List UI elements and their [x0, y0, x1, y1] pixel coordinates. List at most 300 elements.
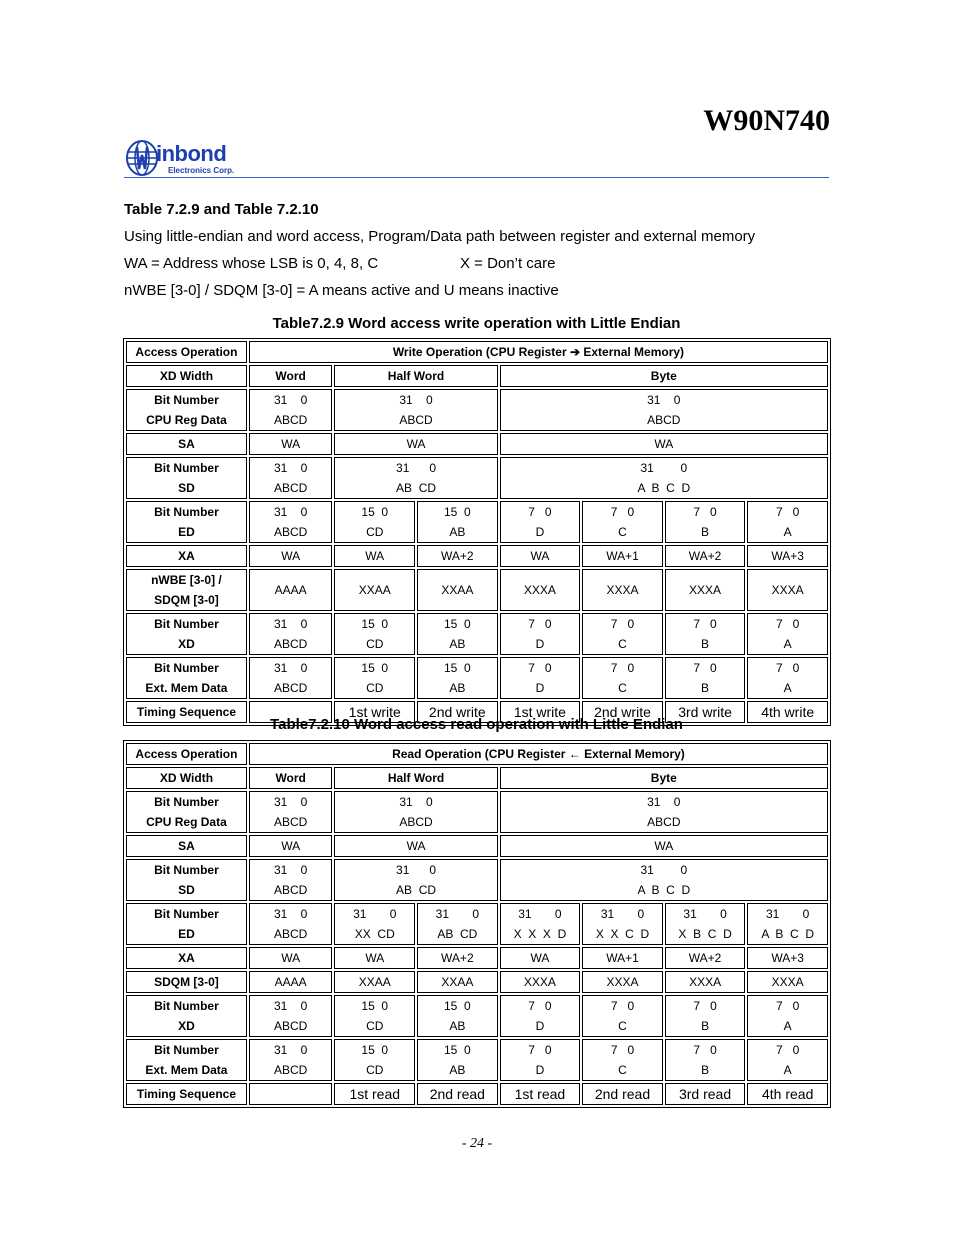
cell-line: 1st write: [348, 704, 401, 720]
cell-line: 2nd write: [428, 704, 486, 720]
cell-line: AB: [449, 637, 466, 651]
table-cell: [500, 767, 828, 789]
cell-line: 31 0: [640, 863, 688, 877]
wa-definition: WA = Address whose LSB is 0, 4, 8, C: [124, 255, 379, 272]
table-cell: [334, 971, 415, 993]
table-row: [126, 1083, 828, 1105]
table-cell: [417, 545, 498, 567]
table-cell: [249, 657, 333, 699]
cell-line: 3rd read: [678, 1086, 732, 1102]
cell-line: ABCD: [273, 681, 308, 695]
cell-line: 31 0: [273, 1043, 308, 1057]
table-row: [126, 657, 828, 699]
cell-line: 1st read: [349, 1086, 401, 1102]
table-row: [126, 971, 828, 993]
cell-line: 7 0: [528, 661, 552, 675]
table-row: [126, 791, 828, 833]
table-cell: [747, 569, 828, 611]
table-cell: [249, 903, 333, 945]
row-label-line: Bit Number: [154, 661, 219, 675]
table-cell: [417, 657, 498, 699]
table-cell: [334, 457, 497, 499]
cell-line: 7 0: [528, 999, 552, 1013]
table-cell: [747, 903, 828, 945]
cell-line: 7 0: [693, 1043, 717, 1057]
cell-line: WA: [281, 951, 301, 965]
cell-line: 31 0: [766, 907, 810, 921]
cell-line: AB: [449, 525, 466, 539]
row-label: [126, 835, 247, 857]
row-label: [126, 903, 247, 945]
cell-line: C: [618, 525, 627, 539]
cell-line: A: [783, 681, 792, 695]
cell-line: WA+1: [606, 549, 639, 563]
table-cell: [334, 1039, 415, 1081]
table-cell: [249, 389, 333, 431]
table-cell: [249, 971, 333, 993]
cell-line: WA: [654, 437, 674, 451]
row-label-line: SD: [178, 481, 195, 495]
row-label-line: SDQM [3-0]: [154, 975, 219, 989]
table-cell: [249, 569, 333, 611]
table-row: [126, 767, 828, 789]
cell-line: Word: [275, 771, 306, 785]
cell-line: Word: [275, 369, 306, 383]
intro-line-3: nWBE [3-0] / SDQM [3-0] = A means active and U means inactive: [124, 282, 559, 299]
table-cell: [249, 995, 333, 1037]
cell-line: XXXA: [689, 975, 722, 989]
cell-line: A: [783, 1063, 792, 1077]
table-cell: [249, 791, 333, 833]
table-cell: [747, 1083, 828, 1105]
cell-line: C: [618, 1019, 627, 1033]
row-label: [126, 859, 247, 901]
cell-line: B: [701, 1019, 710, 1033]
row-label-line: Bit Number: [154, 999, 219, 1013]
cell-line: D: [535, 1063, 545, 1077]
cell-line: XXXA: [606, 583, 639, 597]
table-row: [126, 501, 828, 543]
table-row: [126, 569, 828, 611]
table-cell: [665, 995, 746, 1037]
cell-line: 7 0: [775, 617, 800, 631]
cell-line: 7 0: [775, 661, 800, 675]
cell-line: WA+2: [441, 951, 474, 965]
row-label: [126, 947, 247, 969]
row-label: [126, 1083, 247, 1105]
read-operation-header: Read Operation (CPU Register ← External Memory): [249, 743, 828, 765]
read-table-caption: Table7.2.10 Word access read operation with Little Endian: [270, 716, 683, 733]
table-cell: [334, 389, 497, 431]
table-cell: [334, 835, 497, 857]
cell-line: 4th read: [761, 1086, 814, 1102]
table-cell: [665, 501, 746, 543]
cell-line: 31 0: [273, 505, 308, 519]
table-cell: [500, 569, 581, 611]
table-cell: [249, 947, 333, 969]
cell-line: ABCD: [274, 1063, 308, 1077]
cell-line: 31 0: [273, 617, 308, 631]
table-cell: [500, 613, 581, 655]
table-cell: [500, 1083, 581, 1105]
cell-line: 7 0: [528, 617, 552, 631]
section-heading: Table 7.2.9 and Table 7.2.10: [124, 201, 319, 218]
page-number: - 24 -: [461, 1136, 493, 1151]
table-cell: [249, 1083, 333, 1105]
table-cell: [334, 947, 415, 969]
cell-line: XX CD: [354, 927, 395, 941]
cell-line: 31 0: [647, 393, 681, 407]
cell-line: 31 0: [399, 795, 433, 809]
table-cell: [582, 545, 663, 567]
cell-line: ABCD: [399, 413, 433, 427]
table-row: [126, 903, 828, 945]
globe-icon: [125, 139, 159, 179]
table-cell: [665, 1039, 746, 1081]
cell-line: 15 0: [361, 1043, 389, 1057]
cell-line: 31 0: [399, 393, 433, 407]
cell-line: 7 0: [693, 617, 717, 631]
cell-line: A B C D: [761, 927, 815, 941]
cell-line: XXXA: [689, 583, 722, 597]
cell-line: XXAA: [441, 975, 474, 989]
table-cell: [747, 545, 828, 567]
cell-line: ABCD: [274, 815, 308, 829]
table-cell: [249, 457, 333, 499]
row-label-line: Ext. Mem Data: [145, 681, 228, 695]
cell-line: 4th write: [761, 704, 815, 720]
logo-wordmark: inbond: [156, 141, 227, 166]
cell-line: 15 0: [361, 999, 389, 1013]
row-label-line: nWBE [3-0] /: [151, 573, 222, 587]
row-label-line: SA: [178, 437, 195, 451]
cell-line: Half Word: [387, 771, 445, 785]
cell-line: AB: [449, 1019, 466, 1033]
table-cell: [500, 433, 828, 455]
cell-line: XXXA: [606, 975, 639, 989]
table-cell: [249, 545, 333, 567]
row-label: [126, 613, 247, 655]
cell-line: ABCD: [274, 927, 308, 941]
cell-line: A: [783, 525, 792, 539]
table-cell: [665, 947, 746, 969]
row-label-line: XD: [178, 1019, 195, 1033]
cell-line: 2nd read: [594, 1086, 651, 1102]
table-cell: [249, 859, 333, 901]
cell-line: X X X D: [513, 927, 567, 941]
row-label-line: ED: [178, 525, 195, 539]
row-label: [126, 657, 247, 699]
cell-line: WA: [365, 549, 385, 563]
cell-line: Byte: [650, 369, 677, 383]
cell-line: AB: [449, 681, 466, 695]
cell-line: XXAA: [358, 583, 391, 597]
table-cell: [334, 995, 415, 1037]
cell-line: X X C D: [595, 927, 650, 941]
cell-line: 31 0: [273, 661, 308, 675]
cell-line: X B C D: [678, 927, 732, 941]
document-title: W90N740: [703, 104, 830, 137]
cell-line: WA+2: [688, 549, 722, 563]
cell-line: 7 0: [693, 505, 717, 519]
cell-line: 7 0: [610, 1043, 635, 1057]
read-operation-table: [123, 740, 831, 1108]
cell-line: ABCD: [273, 637, 308, 651]
table-cell: [500, 859, 828, 901]
cell-line: Half Word: [387, 369, 445, 383]
cell-line: 15 0: [361, 505, 389, 519]
cell-line: ABCD: [647, 413, 681, 427]
cell-line: WA+2: [688, 951, 722, 965]
table-cell: [334, 569, 415, 611]
cell-line: 31 0: [273, 999, 308, 1013]
cell-line: C: [618, 681, 627, 695]
cell-line: 7 0: [610, 661, 635, 675]
cell-line: 7 0: [693, 999, 717, 1013]
cell-line: C: [618, 1063, 627, 1077]
table-row: [126, 1039, 828, 1081]
cell-line: XXAA: [441, 583, 474, 597]
cell-line: WA: [281, 839, 301, 853]
table-cell: [417, 1083, 498, 1105]
table-cell: [500, 501, 581, 543]
cell-line: 15 0: [443, 505, 471, 519]
cell-line: B: [701, 525, 710, 539]
cell-line: 31 0: [396, 461, 437, 475]
table-cell: [417, 613, 498, 655]
table-cell: [500, 389, 828, 431]
table-row: [126, 433, 828, 455]
row-label: [126, 457, 247, 499]
cell-line: ABCD: [273, 481, 308, 495]
cell-line: ABCD: [647, 815, 681, 829]
cell-line: 7 0: [610, 617, 635, 631]
cell-line: 15 0: [361, 617, 389, 631]
cell-line: A B C D: [637, 883, 691, 897]
cell-line: WA+1: [606, 951, 639, 965]
cell-line: WA+2: [441, 549, 474, 563]
cell-line: 7 0: [610, 505, 635, 519]
table-cell: [500, 971, 581, 993]
cell-line: 7 0: [776, 999, 800, 1013]
cell-line: CD: [366, 525, 384, 539]
access-operation-label: Access Operation: [126, 341, 247, 363]
table-row: [126, 995, 828, 1037]
cell-line: XXAA: [358, 975, 391, 989]
table-cell: [417, 903, 498, 945]
cell-line: ABCD: [273, 525, 308, 539]
cell-line: XXXA: [771, 583, 804, 597]
table-cell: [582, 569, 663, 611]
cell-line: 31 0: [647, 795, 681, 809]
cell-line: WA: [654, 839, 674, 853]
cell-line: 3rd write: [678, 704, 732, 720]
table-row: [126, 365, 828, 387]
table-cell: [249, 433, 333, 455]
cell-line: AB CD: [396, 883, 437, 897]
row-label-line: CPU Reg Data: [146, 413, 227, 427]
cell-line: 7 0: [775, 505, 800, 519]
row-label-line: Bit Number: [154, 393, 219, 407]
table-cell: [500, 457, 828, 499]
table-cell: [417, 995, 498, 1037]
row-label-line: Bit Number: [154, 795, 219, 809]
row-label-line: Bit Number: [154, 1043, 219, 1057]
row-label-line: Bit Number: [154, 863, 219, 877]
table-cell: [249, 613, 333, 655]
cell-line: WA: [530, 951, 550, 965]
cell-line: 1st read: [514, 1086, 566, 1102]
table-cell: [417, 501, 498, 543]
table-cell: [665, 569, 746, 611]
table-cell: [500, 791, 828, 833]
row-label-line: Bit Number: [154, 907, 219, 921]
table-cell: [417, 569, 498, 611]
table-row: [126, 859, 828, 901]
cell-line: 2nd write: [594, 704, 651, 720]
row-label-line: XA: [178, 549, 195, 563]
table-cell: [500, 995, 581, 1037]
cell-line: WA: [281, 549, 301, 563]
row-label-line: SA: [178, 839, 195, 853]
cell-line: 31 0: [640, 461, 688, 475]
row-label-line: Bit Number: [154, 461, 219, 475]
cell-line: 15 0: [443, 999, 471, 1013]
row-label: [126, 569, 247, 611]
write-table-caption: Table7.2.9 Word access write operation with Little Endian: [272, 315, 681, 332]
cell-line: ABCD: [399, 815, 433, 829]
row-label: [126, 501, 247, 543]
table-cell: [665, 971, 746, 993]
cell-line: 15 0: [443, 1043, 471, 1057]
row-label-line: XD Width: [159, 369, 214, 383]
table-cell: [417, 971, 498, 993]
cell-line: B: [701, 681, 710, 695]
table-cell: [334, 903, 415, 945]
row-label-line: SD: [178, 883, 195, 897]
table-cell: [665, 1083, 746, 1105]
table-cell: [665, 657, 746, 699]
cell-line: 31 0: [273, 863, 308, 877]
table-row: [126, 613, 828, 655]
cell-line: CD: [366, 1019, 384, 1033]
cell-line: 31 0: [273, 795, 308, 809]
cell-line: D: [535, 637, 545, 651]
cell-line: XXXA: [523, 975, 556, 989]
row-label: [126, 365, 247, 387]
table-cell: [334, 657, 415, 699]
row-label: [126, 791, 247, 833]
table-cell: [747, 613, 828, 655]
cell-line: 7 0: [528, 1043, 552, 1057]
cell-line: 31 0: [518, 907, 562, 921]
cell-line: AB CD: [396, 481, 437, 495]
cell-line: B: [701, 637, 710, 651]
table-cell: [500, 365, 828, 387]
cell-line: 7 0: [693, 661, 717, 675]
row-label-line: XD Width: [159, 771, 214, 785]
cell-line: 1st write: [513, 704, 566, 720]
table-row: [126, 341, 828, 363]
cell-line: 7 0: [528, 505, 552, 519]
table-cell: [500, 835, 828, 857]
cell-line: WA+3: [771, 549, 804, 563]
table-cell: [747, 501, 828, 543]
cell-line: WA: [406, 437, 426, 451]
cell-line: CD: [366, 1063, 384, 1077]
table-cell: [417, 947, 498, 969]
table-cell: [747, 995, 828, 1037]
table-cell: [582, 971, 663, 993]
cell-line: 2nd read: [429, 1086, 485, 1102]
cell-line: CD: [366, 681, 384, 695]
row-label: [126, 433, 247, 455]
table-row: [126, 389, 828, 431]
row-label: [126, 995, 247, 1037]
cell-line: 31 0: [435, 907, 480, 921]
table-cell: [582, 501, 663, 543]
cell-line: WA+3: [771, 951, 804, 965]
table-cell: [334, 433, 497, 455]
table-cell: [249, 501, 333, 543]
row-label-line: CPU Reg Data: [146, 815, 227, 829]
cell-line: ABCD: [274, 883, 308, 897]
table-cell: [747, 971, 828, 993]
intro-line-2: [124, 255, 829, 272]
table-cell: [582, 995, 663, 1037]
table-cell: [747, 947, 828, 969]
cell-line: A: [783, 637, 792, 651]
row-label: [126, 971, 247, 993]
table-cell: [249, 1039, 333, 1081]
cell-line: AAAA: [274, 583, 307, 597]
row-label-line: ED: [178, 927, 195, 941]
table-cell: [582, 613, 663, 655]
cell-line: A B C D: [637, 481, 691, 495]
write-operation-table: [123, 338, 831, 726]
cell-line: D: [535, 525, 545, 539]
cell-line: 15 0: [361, 661, 389, 675]
cell-line: XXXA: [771, 975, 804, 989]
table-cell: [334, 365, 497, 387]
cell-line: C: [618, 637, 627, 651]
cell-line: A: [783, 1019, 792, 1033]
table-cell: [665, 903, 746, 945]
logo-subtitle: Electronics Corp.: [168, 166, 235, 175]
table-row: [126, 545, 828, 567]
cell-line: 31 0: [683, 907, 727, 921]
row-label: [126, 389, 247, 431]
cell-line: 31 0: [353, 907, 397, 921]
table-row: [126, 947, 828, 969]
row-label-line: Bit Number: [154, 505, 219, 519]
table-cell: [334, 613, 415, 655]
table-cell: [334, 545, 415, 567]
cell-line: WA: [406, 839, 426, 853]
cell-line: 31 0: [396, 863, 437, 877]
table-row: [126, 743, 828, 765]
x-definition: X = Don’t care: [460, 255, 556, 272]
access-operation-label: Access Operation: [126, 743, 247, 765]
table-cell: [582, 1039, 663, 1081]
cell-line: XXXA: [523, 583, 556, 597]
row-label-line: XD: [178, 637, 195, 651]
table-cell: [334, 1083, 415, 1105]
row-label: [126, 767, 247, 789]
cell-line: 7 0: [776, 1043, 800, 1057]
write-operation-header: Write Operation (CPU Register ➔ External Memory): [249, 341, 828, 363]
cell-line: D: [535, 681, 545, 695]
